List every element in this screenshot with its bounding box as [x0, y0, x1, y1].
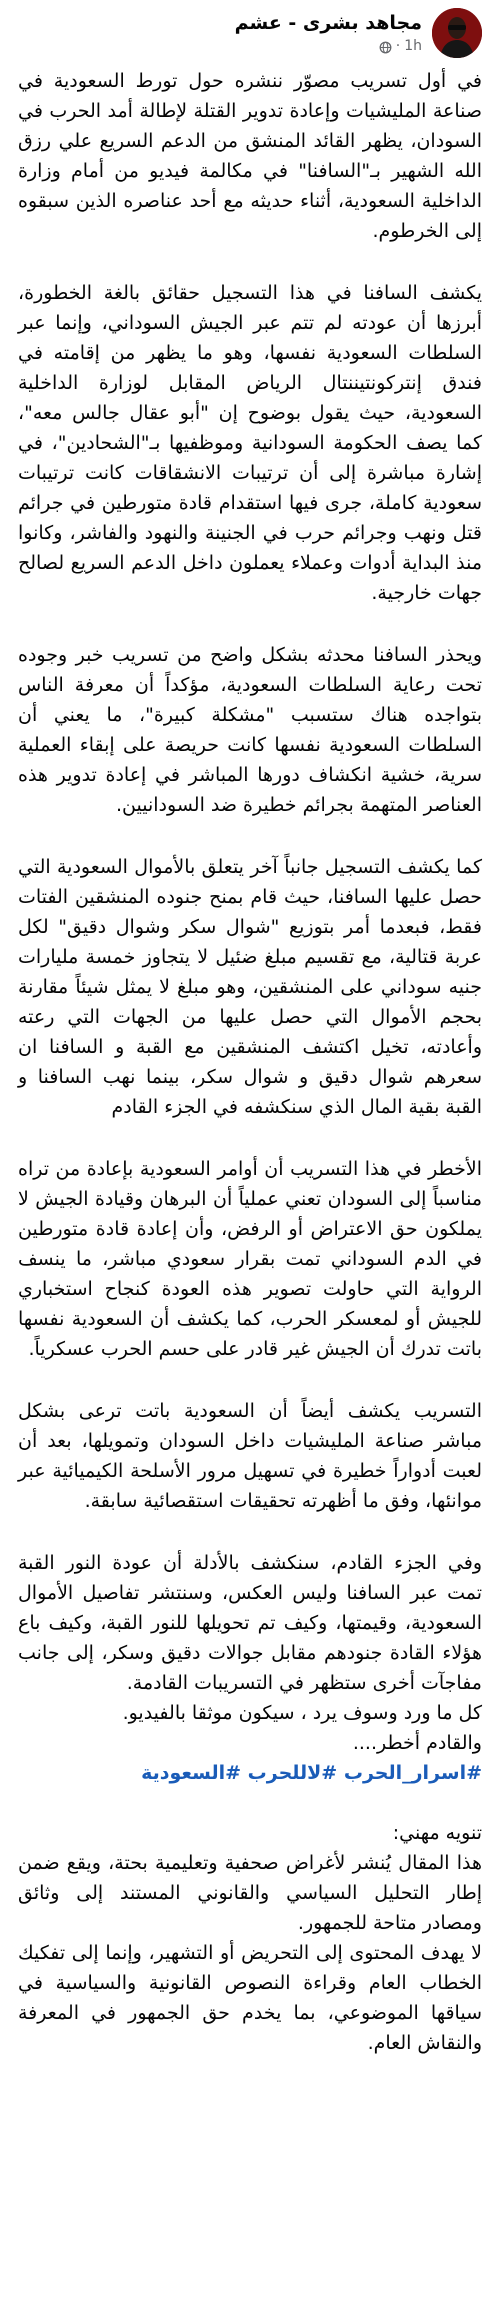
post-paragraph: ويحذر السافنا محدثه بشكل واضح من تسريب خبر وجوده تحت رعاية السلطات السعودية، مؤكداً أن معرفة الناس بتواجده هناك ستسبب "مشكلة كبيرة"، ما يعني أن السلطات السعودية نفسها كانت حريصة على إبقاء العملية سرية، خشية انكشاف دورها المباشر في إعادة تدوير هذه العناصر المتهمة بجرائم خطيرة ضد السودانيين. [18, 644, 482, 816]
author-block [235, 10, 422, 56]
meta-separator: · [395, 38, 401, 54]
closing-line: وفي الجزء القادم، سنكشف بالأدلة أن عودة النور القبة تمت عبر السافنا وليس العكس، وسنتشر تفاصيل الأموال السعودية، وقيمتها، وكيف تم تحويلها للنور القبة، وكيف باع هؤلاء القادة جنودهم مقابل جوالات دقيق وسكر، إلى جانب مفاجآت أخرى ستظهر في التسريبات القادمة. [18, 1552, 482, 1694]
post-paragraph: يكشف السافنا في هذا التسجيل حقائق بالغة الخطورة، أبرزها أن عودته لم تتم عبر الجيش السوداني، وإنما عبر السلطات السعودية نفسها، وهو ما يظهر من إقامته في فندق إنتركونتيننتال الرياض المقابل لوزارة الداخلية السعودية، حيث يقول بوضوح إن "أبو عقال جالس معه"، كما يصف الحكومة السودانية وموظفيها بـ"الشحادين"، في إشارة مباشرة إلى أن ترتيبات الانشقاقات كانت ترتيبات سعودية كاملة، جرى فيها استقدام قادة متورطين في جرائم قتل ونهب وجرائم حرب في الجنينة والنهود والفاشر، وكانوا منذ البداية أدوات وعملاء يعملون داخل الدعم السريع لصالح جهات خارجية. [18, 282, 482, 604]
closing-line: كل ما ورد وسوف يرد ، سيكون موثقا بالفيديو. [122, 1702, 482, 1724]
globe-icon [379, 40, 392, 53]
closing-line: والقادم أخطر.... [352, 1732, 482, 1754]
note-line: لا يهدف المحتوى إلى التحريض أو التشهير، وإنما إلى تفكيك الخطاب العام وقراءة النصوص القانونية والسياسية في سياقها الموضوعي، بما يخدم حق الجمهور في المعرفة والنقاش العام. [18, 1942, 482, 2054]
hashtag-link[interactable]: #اسرار_الحرب [343, 1762, 482, 1784]
hashtag-link[interactable]: #لاللحرب [247, 1762, 338, 1784]
hashtag-link[interactable]: #السعودية [141, 1762, 242, 1784]
post-paragraph: الأخطر في هذا التسريب أن أوامر السعودية بإعادة من تراه مناسباً إلى السودان تعني عملياً أن البرهان وقيادة الجيش لا يملكون حق الاعتراض أو الرفض، وأن إعادة قادة متورطين في الدم السوداني تمت بقرار سعودي مباشر، ما ينسف الرواية التي حاولت تصوير هذه العودة كنجاح استخباري للجيش أو لمعسكر الحرب، كما يكشف أن السعودية نفسها باتت تدرك أن الجيش غير قادر على حسم الحرب عسكرياً. [18, 1158, 482, 1360]
note-line: هذا المقال يُنشر لأغراض صحفية وتعليمية بحتة، ويقع ضمن إطار التحليل السياسي والقانوني المستند إلى وثائق ومصادر متاحة للجمهور. [18, 1852, 482, 1934]
post-paragraph: التسريب يكشف أيضاً أن السعودية باتت ترعى بشكل مباشر صناعة المليشيات داخل السودان وتمويلها، بعد أن لعبت أدواراً خطيرة في تسهيل مرور الأسلحة الكيميائية عبر موانئها، وفق ما أظهرته تحقيقات استقصائية سابقة. [18, 1400, 482, 1512]
avatar-portrait-icon [432, 8, 482, 58]
post-body [18, 66, 482, 2058]
note-section [18, 1848, 482, 2058]
post-paragraph: كما يكشف التسجيل جانباً آخر يتعلق بالأموال السعودية التي حصل عليها السافنا، حيث قام بمنح جنوده المنشقين الفتات فقط، فبعدما أمر بتوزيع "شوال سكر وشوال دقيق" لكل عربة قتالية، مع تقسيم مبلغ ضئيل لا يتجاوز خمسة مليارات جنيه سوداني على المنشقين، وهو مبلغ لا يمثل شيئاً مقارنة بحجم الأموال التي حصل عليها من الجهات التي رعته وأعادته، تخيل اكتشف المنشقين مع القبة و السافنا ان سعرهم شوال دقيق و شوال سكر، بينما نهب السافنا و القبة بقية المال الذي سنكشفه في الجزء القادم [18, 856, 482, 1118]
hashtag-list [18, 1758, 482, 1788]
note-title: تنويه مهني: [392, 1822, 482, 1844]
post-header [18, 0, 482, 66]
post-paragraph: في أول تسريب مصوّر ننشره حول تورط السعودية في صناعة المليشيات وإعادة تدوير القتلة لإطالة أمد الحرب في السودان، يظهر القائد المنشق من الدعم السريع علي رزق الله الشهير بـ"السافنا" في مكالمة فيديو من أمام وزارة الداخلية السعودية، أثناء حديثه مع أحد عناصره الذين سبقوه إلى الخرطوم. [18, 70, 482, 242]
closing-section [18, 1548, 482, 1788]
post-time[interactable]: 1h [404, 38, 422, 54]
post-meta [235, 36, 422, 56]
author-avatar[interactable] [432, 8, 482, 58]
author-name[interactable]: مجاهد بشرى - عشم [234, 12, 422, 34]
